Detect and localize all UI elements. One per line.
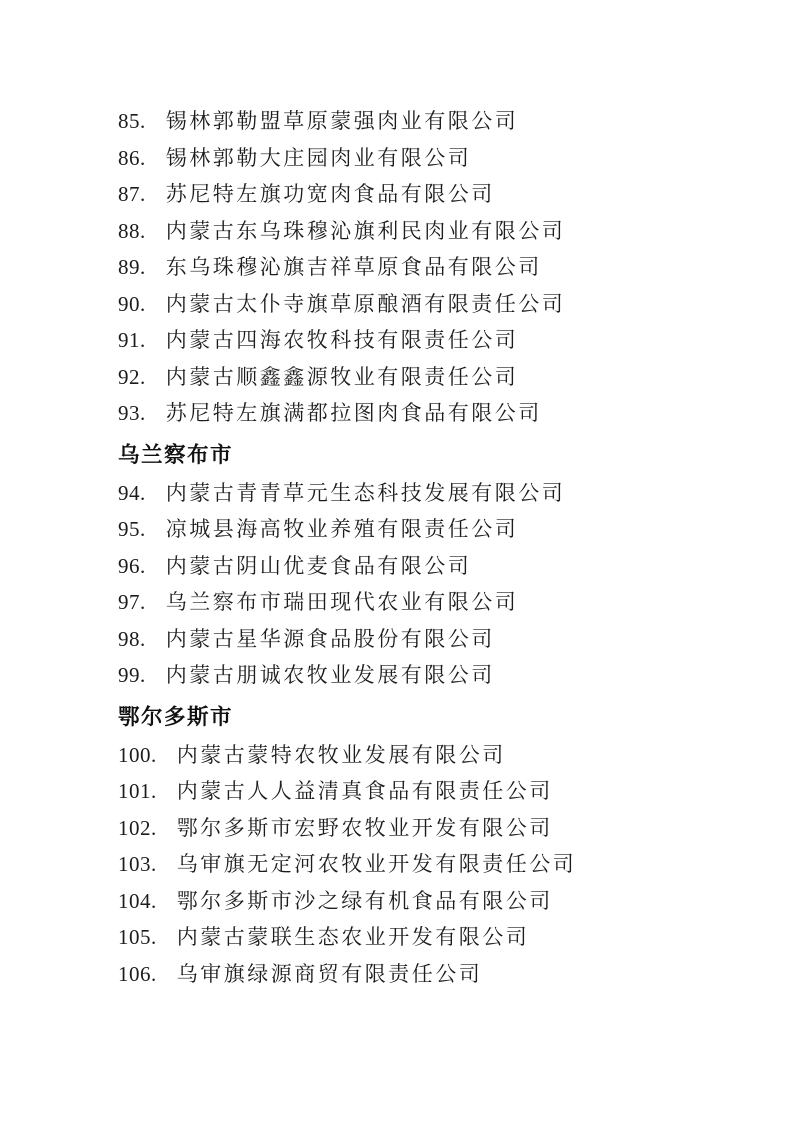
list-item: [118, 140, 743, 177]
company-name: 内蒙古四海农牧科技有限责任公司: [165, 328, 519, 352]
list-item: [118, 395, 743, 432]
item-number: 101.: [118, 779, 157, 803]
list-item: [118, 737, 743, 774]
list-item: [118, 249, 743, 286]
company-name: 乌审旗无定河农牧业开发有限责任公司: [176, 852, 577, 876]
item-number: 102.: [118, 815, 157, 840]
item-number: 105.: [118, 925, 157, 949]
company-name: 锡林郭勒大庄园肉业有限公司: [165, 145, 472, 170]
company-name: 乌兰察布市瑞田现代农业有限公司: [165, 590, 519, 614]
company-name: 锡林郭勒盟草原蒙强肉业有限公司: [165, 109, 519, 133]
list-item: [118, 511, 743, 548]
item-number: 86.: [118, 145, 146, 170]
company-name: 内蒙古东乌珠穆沁旗利民肉业有限公司: [165, 218, 566, 243]
item-number: 89.: [118, 255, 146, 279]
list-item: [118, 359, 743, 396]
list-item: [118, 176, 743, 213]
company-name: 乌审旗绿源商贸有限责任公司: [176, 961, 483, 986]
list-item: [118, 657, 743, 694]
list-item: [118, 883, 743, 920]
company-name: 鄂尔多斯市沙之绿有机食品有限公司: [176, 888, 553, 913]
item-number: 91.: [118, 328, 146, 352]
company-name: 凉城县海高牧业养殖有限责任公司: [165, 517, 519, 541]
list-item: [118, 548, 743, 585]
company-name: 东乌珠穆沁旗吉祥草原食品有限公司: [165, 255, 542, 279]
list-item: [118, 286, 743, 323]
list-item: [118, 773, 743, 810]
city-section-header: 鄂尔多斯市: [118, 704, 234, 729]
item-number: 95.: [118, 517, 146, 541]
item-number: 106.: [118, 961, 157, 986]
item-number: 92.: [118, 364, 146, 389]
item-number: 90.: [118, 291, 146, 316]
list-item: [118, 621, 743, 658]
company-name: 内蒙古人人益清真食品有限责任公司: [176, 779, 553, 803]
item-number: 85.: [118, 109, 146, 133]
item-number: 99.: [118, 663, 146, 687]
company-name: 内蒙古阴山优麦食品有限公司: [165, 553, 472, 578]
item-number: 103.: [118, 852, 157, 876]
company-name: 苏尼特左旗满都拉图肉食品有限公司: [165, 401, 542, 425]
list-item: [118, 103, 743, 140]
list-item: [118, 810, 743, 847]
company-name: 内蒙古太仆寺旗草原酿酒有限责任公司: [165, 291, 566, 316]
list-item: [118, 322, 743, 359]
list-item: [118, 213, 743, 250]
company-name: 内蒙古顺鑫鑫源牧业有限责任公司: [165, 364, 519, 389]
company-name: 鄂尔多斯市宏野农牧业开发有限公司: [176, 815, 553, 840]
company-name: 内蒙古朋诚农牧业发展有限公司: [165, 663, 495, 687]
item-number: 96.: [118, 553, 146, 578]
company-name: 苏尼特左旗功宽肉食品有限公司: [165, 182, 495, 206]
item-number: 97.: [118, 590, 146, 614]
item-number: 104.: [118, 888, 157, 913]
list-item: [118, 846, 743, 883]
company-name: 内蒙古星华源食品股份有限公司: [165, 626, 495, 651]
item-number: 93.: [118, 401, 146, 425]
company-name: 内蒙古蒙特农牧业发展有限公司: [176, 742, 506, 767]
company-name: 内蒙古青青草元生态科技发展有限公司: [165, 480, 566, 505]
list-item: [118, 584, 743, 621]
item-number: 94.: [118, 480, 146, 505]
list-item: [118, 475, 743, 512]
city-section-header: 乌兰察布市: [118, 442, 234, 467]
list-item: [118, 919, 743, 956]
item-number: 88.: [118, 218, 146, 243]
item-number: 87.: [118, 182, 146, 206]
item-number: 100.: [118, 742, 157, 767]
item-number: 98.: [118, 626, 146, 651]
company-name: 内蒙古蒙联生态农业开发有限公司: [176, 925, 530, 949]
list-item: [118, 956, 743, 993]
company-list: [118, 103, 743, 992]
